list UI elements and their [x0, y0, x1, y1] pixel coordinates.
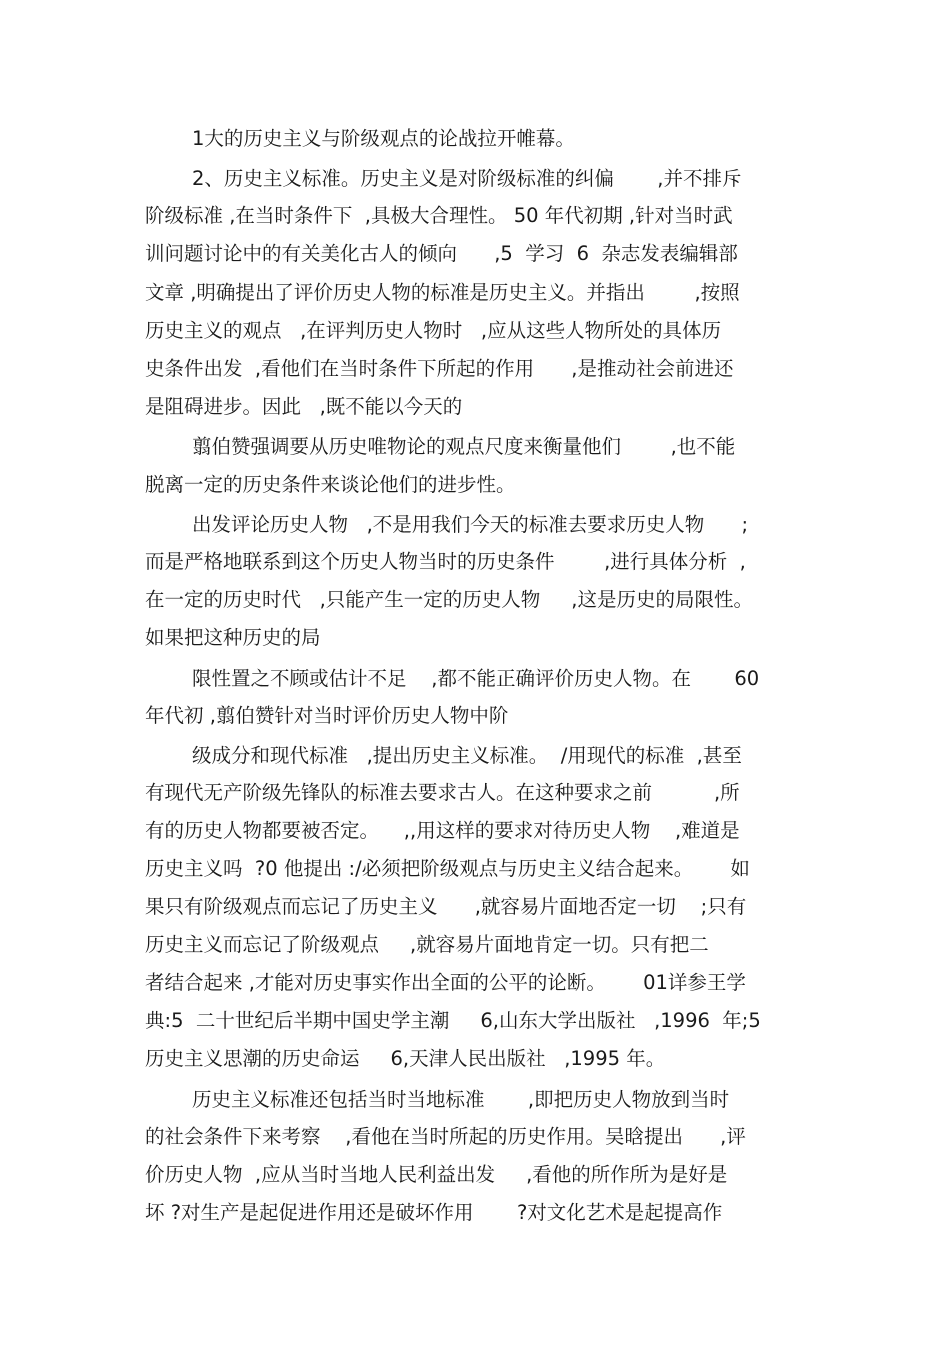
text-line: 历史主义吗 ?0 他提出 :/必须把阶级观点与历史主义结合起来。 如 [145, 857, 750, 880]
text-line: 级成分和现代标准 ,提出历史主义标准。 /用现代的标准 ,甚至 [192, 744, 742, 767]
text-line: 是阻碍进步。因此 ,既不能以今天的 [145, 395, 463, 418]
text-line: 阶级标准 ,在当时条件下 ,具极大合理性。 50 年代初期 ,针对当时武 [145, 204, 733, 227]
text-line: 年代初 ,翦伯赞针对当时评价历史人物中阶 [145, 704, 509, 727]
text-line: 1大的历史主义与阶级观点的论战拉开帷幕。 [192, 127, 575, 150]
text-line: 训问题讨论中的有关美化古人的倾向 ,5 学习 6 杂志发表编辑部 [145, 242, 738, 265]
text-line: 典:5 二十世纪后半期中国史学主潮 6,山东大学出版社 ,1996 年;5 [145, 1009, 761, 1032]
text-line: 有的历史人物都要被否定。 ,,用这样的要求对待历史人物 ,难道是 [145, 819, 740, 842]
text-line: 在一定的历史时代 ,只能产生一定的历史人物 ,这是历史的局限性。 [145, 588, 753, 611]
text-line: 历史主义思潮的历史命运 6,天津人民出版社 ,1995 年。 [145, 1047, 666, 1070]
text-line: 而是严格地联系到这个历史人物当时的历史条件 ,进行具体分析 , [145, 550, 746, 573]
text-line: 翦伯赞强调要从历史唯物论的观点尺度来衡量他们 ,也不能 [192, 435, 736, 458]
text-line: 如果把这种历史的局 [145, 626, 321, 649]
text-line: 的社会条件下来考察 ,看他在当时所起的历史作用。吴晗提出 ,评 [145, 1125, 746, 1148]
text-line: 文章 ,明确提出了评价历史人物的标准是历史主义。并指出 ,按照 [145, 281, 740, 304]
text-line: 有现代无产阶级先锋队的标准去要求古人。在这种要求之前 ,所 [145, 781, 740, 804]
text-line: 限性置之不顾或估计不足 ,都不能正确评价历史人物。在 60 [192, 667, 760, 690]
text-line: 出发评论历史人物 ,不是用我们今天的标准去要求历史人物 ; [192, 513, 749, 536]
text-line: 史条件出发 ,看他们在当时条件下所起的作用 ,是推动社会前进还 [145, 357, 734, 380]
text-line: 者结合起来 ,才能对历史事实作出全面的公平的论断。 01详参王学 [145, 971, 746, 994]
text-line: 历史主义标准还包括当时当地标准 ,即把历史人物放到当时 [192, 1088, 730, 1111]
text-line: 历史主义而忘记了阶级观点 ,就容易片面地肯定一切。只有把二 [145, 933, 709, 956]
text-line: 2、历史主义标准。历史主义是对阶级标准的纠偏 ,并不排斥 [192, 167, 742, 190]
text-line: 历史主义的观点 ,在评判历史人物时 ,应从这些人物所处的具体历 [145, 319, 722, 342]
text-line: 脱离一定的历史条件来谈论他们的进步性。 [145, 473, 516, 496]
text-line: 坏 ?对生产是起促进作用还是破坏作用 ?对文化艺术是起提高作 [145, 1201, 723, 1224]
text-line: 价历史人物 ,应从当时当地人民利益出发 ,看他的所作所为是好是 [145, 1163, 728, 1186]
text-line: 果只有阶级观点而忘记了历史主义 ,就容易片面地否定一切 ;只有 [145, 895, 747, 918]
